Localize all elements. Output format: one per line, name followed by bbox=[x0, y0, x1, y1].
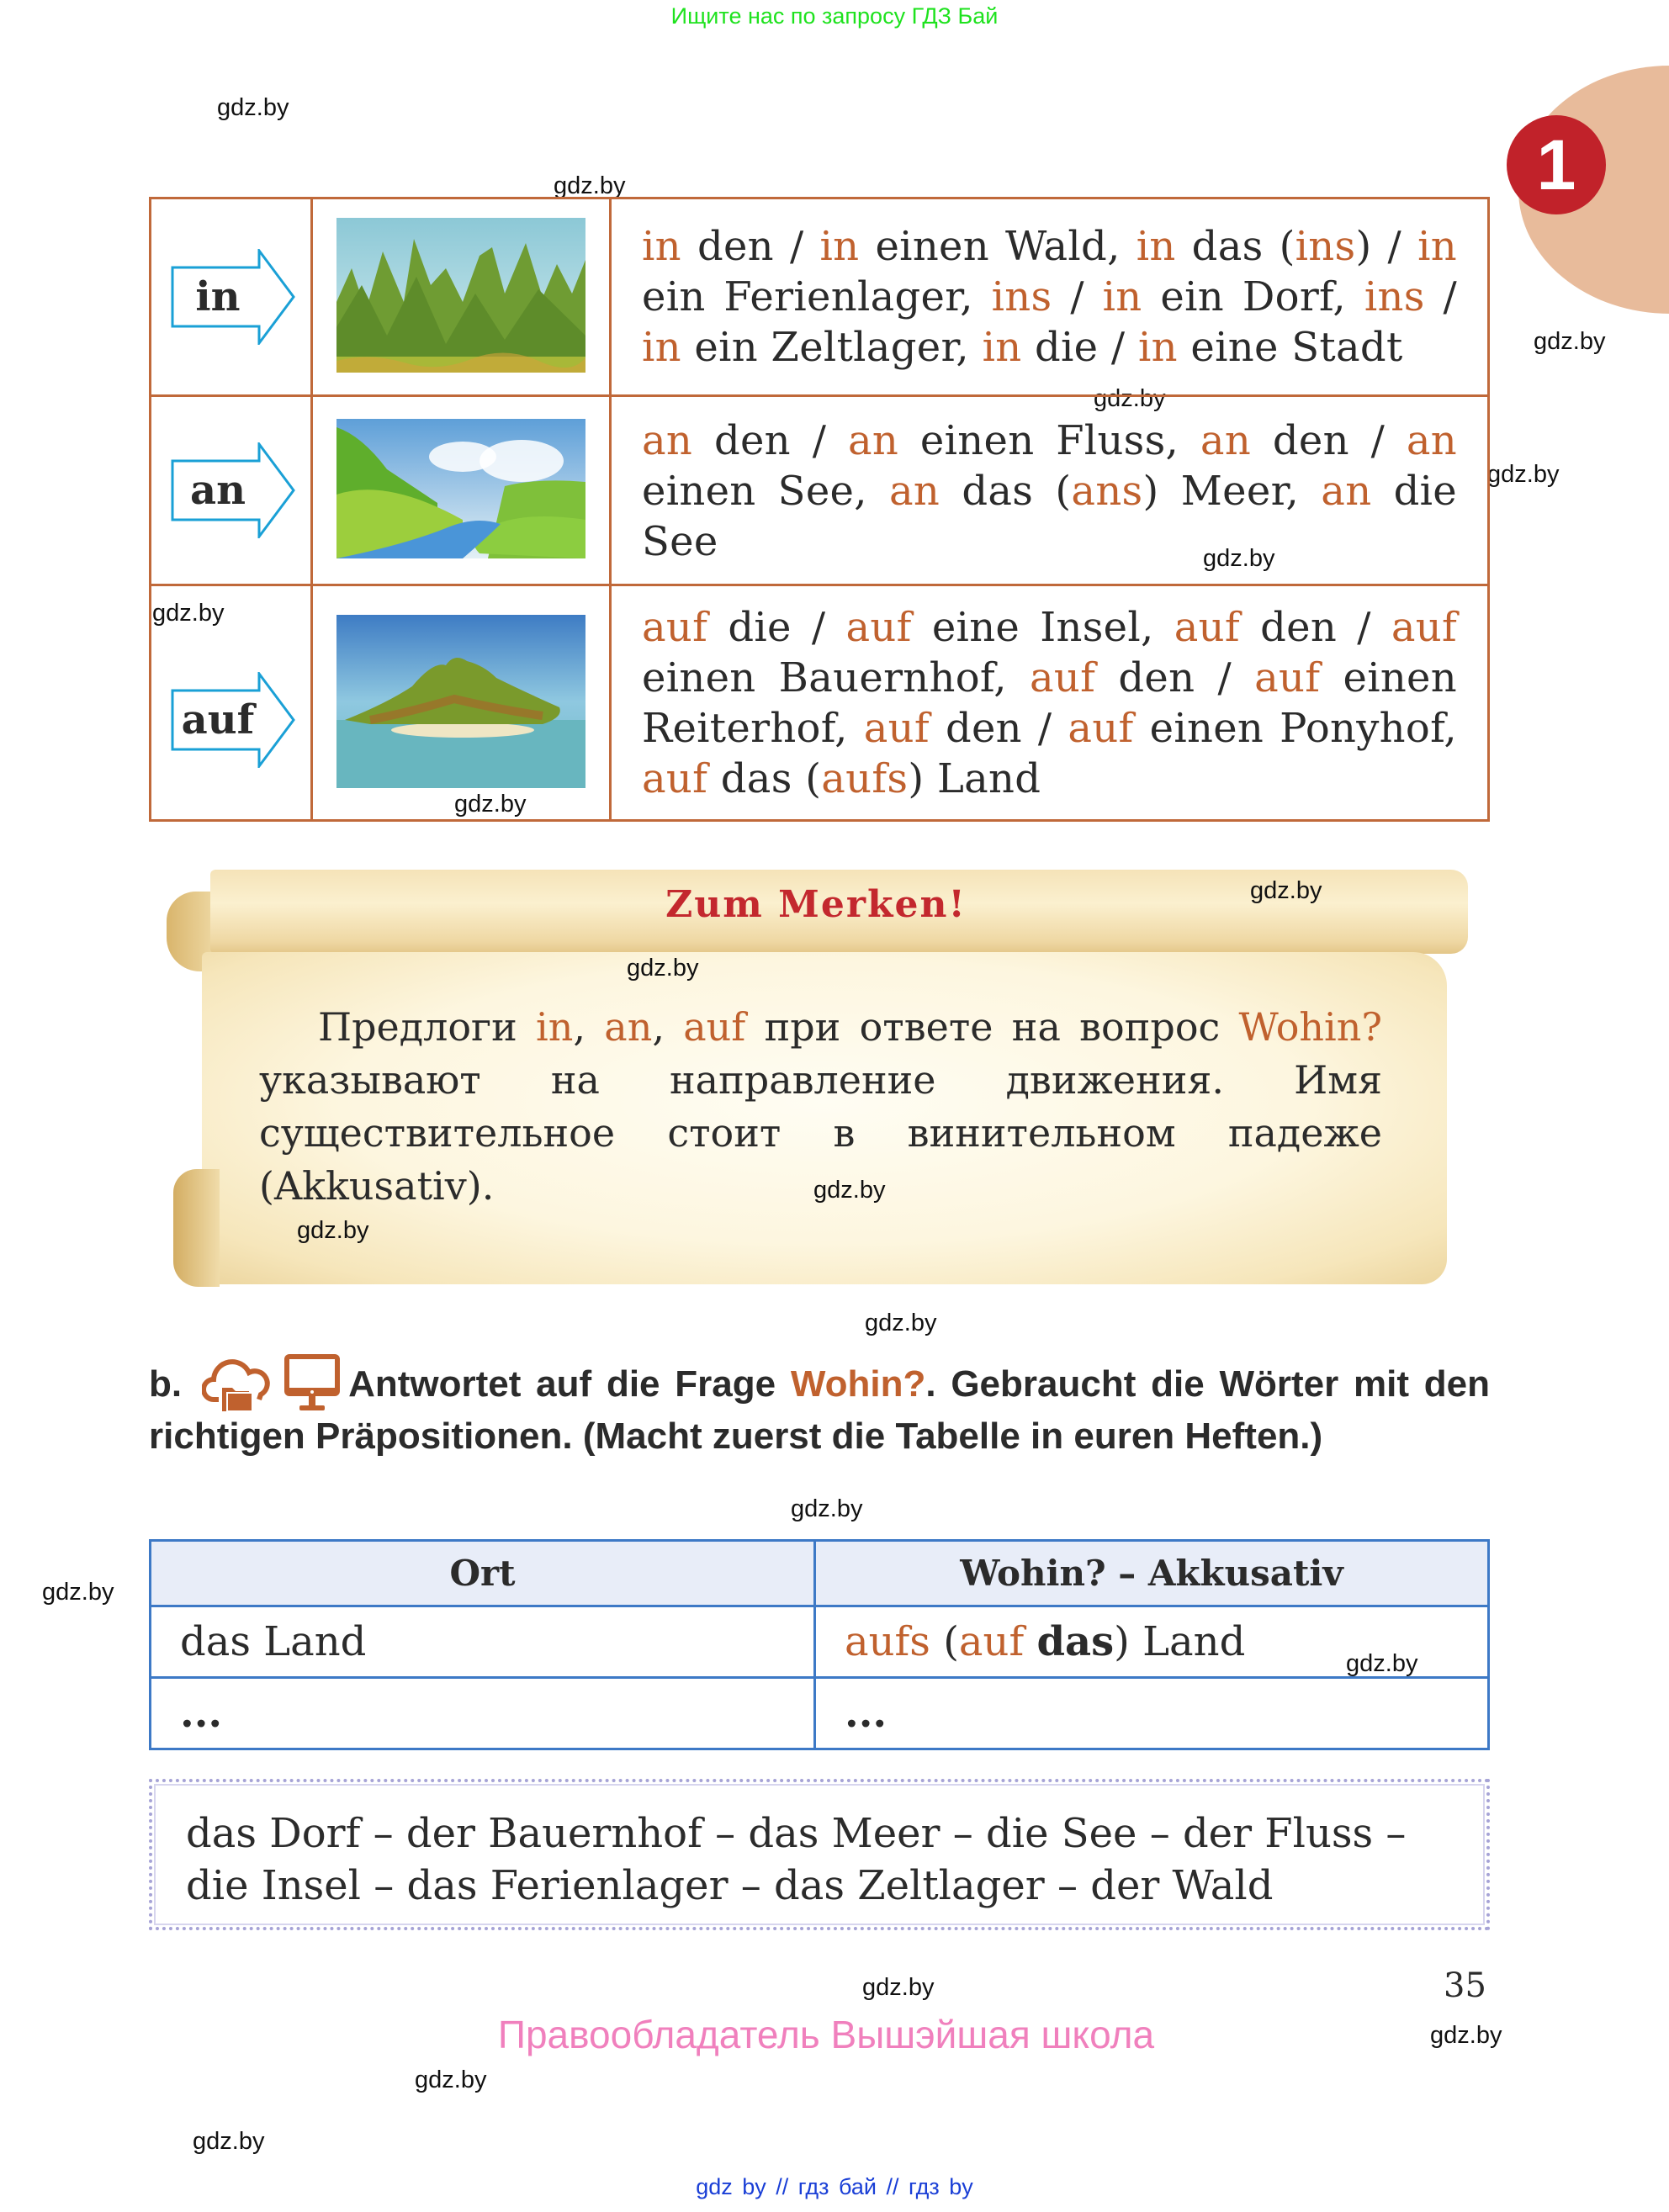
watermark: gdz.by bbox=[1430, 2022, 1502, 2049]
text-segment: ein Ferienlager, bbox=[642, 273, 992, 320]
highlighted-preposition: in bbox=[1136, 223, 1176, 270]
arrow-icon bbox=[171, 442, 297, 538]
watermark: gdz.by bbox=[862, 1974, 935, 2001]
word-list-line: das Dorf – der Bauernhof – das Meer – die See – der Fluss – bbox=[186, 1810, 1407, 1857]
highlighted-preposition: an bbox=[604, 1004, 653, 1050]
watermark: gdz.by bbox=[813, 1177, 886, 1204]
preposition-examples bbox=[611, 396, 1489, 585]
highlighted-preposition: in bbox=[536, 1004, 574, 1050]
arrow-icon bbox=[171, 672, 297, 768]
table-row bbox=[151, 585, 1489, 821]
text-segment: den / bbox=[681, 223, 820, 270]
watermark: gdz.by bbox=[297, 1217, 369, 1244]
text-segment: при ответе на вопрос bbox=[745, 1004, 1239, 1050]
forest-image bbox=[336, 218, 585, 373]
highlighted-preposition: auf bbox=[863, 704, 930, 752]
watermark: gdz.by bbox=[217, 94, 289, 121]
watermark: gdz.by bbox=[1094, 385, 1166, 412]
text-segment: ) Land bbox=[1114, 1618, 1246, 1665]
watermark: gdz.by bbox=[1203, 545, 1275, 572]
page-number: 35 bbox=[1444, 1966, 1486, 2005]
ort-cell: das Land bbox=[151, 1606, 815, 1678]
text-segment: / bbox=[1052, 273, 1103, 320]
text-segment: einen See, bbox=[642, 468, 890, 515]
highlighted-preposition: an bbox=[889, 468, 940, 515]
text-segment: ) Land bbox=[908, 754, 1041, 802]
table-row bbox=[151, 1678, 1489, 1749]
island-image bbox=[336, 615, 585, 788]
text-segment: ein Dorf, bbox=[1142, 273, 1364, 320]
akkusativ-cell bbox=[815, 1678, 1489, 1749]
footer-links[interactable]: gdz by // гдз бай // гдз by bbox=[696, 2174, 973, 2199]
highlighted-preposition: ins bbox=[1364, 273, 1425, 320]
text-segment: die See bbox=[642, 468, 1457, 565]
highlighted-preposition: in bbox=[982, 324, 1022, 371]
ort-cell: ... bbox=[151, 1678, 815, 1749]
watermark: gdz.by bbox=[1487, 461, 1560, 488]
highlighted-preposition: auf bbox=[642, 754, 708, 802]
instruction-text: . Gebraucht die Wörter mit den richtigen Präpositionen. (Macht zuerst die Tabelle in euren Heften.) bbox=[149, 1363, 1490, 1457]
cloud-folder-icon[interactable] bbox=[202, 1357, 271, 1413]
text-segment: / bbox=[1424, 273, 1457, 320]
river-image bbox=[336, 419, 585, 558]
highlighted-preposition: auf bbox=[1068, 704, 1134, 752]
table-row bbox=[151, 198, 1489, 396]
highlighted-preposition: auf bbox=[1030, 654, 1096, 701]
text-segment: eine Stadt bbox=[1177, 324, 1403, 371]
highlighted-preposition: aufs bbox=[845, 1618, 930, 1665]
image-cell bbox=[312, 198, 611, 396]
highlighted-preposition: an bbox=[1200, 417, 1252, 464]
highlighted-preposition: Wohin? bbox=[1238, 1004, 1383, 1050]
word-list-line: die Insel – das Ferienlager – das Zeltlager – der Wald bbox=[186, 1862, 1274, 1909]
scroll-curl bbox=[173, 1169, 220, 1287]
text-segment: einen Ponyhof, bbox=[1133, 704, 1457, 752]
text-segment bbox=[1024, 1618, 1036, 1665]
table-header-row bbox=[151, 1541, 1489, 1606]
table-row bbox=[151, 396, 1489, 585]
preposition-examples bbox=[611, 198, 1489, 396]
watermark: gdz.by bbox=[193, 2128, 265, 2155]
preposition-label: in bbox=[195, 273, 241, 320]
column-header: Wohin? – Akkusativ bbox=[815, 1541, 1489, 1606]
exercise-letter: b. bbox=[149, 1363, 183, 1405]
highlighted-preposition: in bbox=[1417, 223, 1457, 270]
word-list-box bbox=[149, 1779, 1490, 1930]
text-segment: das ( bbox=[707, 754, 822, 802]
preposition-table bbox=[149, 197, 1490, 822]
arrow-cell bbox=[151, 396, 312, 585]
image-cell bbox=[312, 396, 611, 585]
highlighted-preposition: an bbox=[1406, 417, 1458, 464]
text-segment: ) / bbox=[1355, 223, 1418, 270]
highlighted-preposition: auf bbox=[958, 1618, 1025, 1665]
text-segment: , bbox=[573, 1004, 605, 1050]
image-cell bbox=[312, 585, 611, 821]
watermark: gdz.by bbox=[1250, 877, 1322, 904]
text-segment: das ( bbox=[940, 468, 1072, 515]
text-segment: eine Insel, bbox=[911, 603, 1174, 651]
text-segment: ( bbox=[930, 1618, 959, 1665]
preposition-label: an bbox=[190, 467, 246, 514]
arrow-cell bbox=[151, 198, 312, 396]
text-segment: ... bbox=[845, 1690, 887, 1737]
exercise-instructions bbox=[149, 1352, 1490, 1460]
text-segment: einen Fluss, bbox=[898, 417, 1200, 464]
instruction-text: Antwortet auf die Frage bbox=[348, 1363, 791, 1405]
text-segment: das bbox=[1036, 1618, 1115, 1665]
highlighted-preposition: an bbox=[847, 417, 899, 464]
highlighted-preposition: in bbox=[1102, 273, 1142, 320]
preposition-examples bbox=[611, 585, 1489, 821]
text-segment: einen Reiterhof, bbox=[642, 654, 1457, 752]
text-segment: das ( bbox=[1175, 223, 1295, 270]
text-segment: den / bbox=[929, 704, 1068, 752]
watermark: gdz.by bbox=[1346, 1650, 1418, 1677]
highlighted-preposition: ans bbox=[1071, 468, 1143, 515]
text-segment: einen Wald, bbox=[859, 223, 1137, 270]
text-segment: den / bbox=[1239, 603, 1391, 651]
table-row bbox=[151, 1606, 1489, 1678]
highlighted-preposition: auf bbox=[1174, 603, 1240, 651]
text-segment: die / bbox=[707, 603, 846, 651]
highlighted-preposition: in bbox=[1137, 324, 1178, 371]
text-segment: den / bbox=[1095, 654, 1255, 701]
watermark: gdz.by bbox=[42, 1579, 114, 1606]
highlighted-preposition: in bbox=[819, 223, 860, 270]
rule-title: Zum Merken! bbox=[665, 883, 967, 926]
text-segment: , bbox=[652, 1004, 684, 1050]
watermark: gdz.by bbox=[627, 955, 699, 982]
monitor-icon[interactable] bbox=[281, 1352, 343, 1413]
rights-holder: Правообладатель Вышэйшая школа bbox=[497, 2013, 1155, 2056]
instruction-highlight: Wohin? bbox=[790, 1363, 926, 1405]
watermark: gdz.by bbox=[152, 600, 225, 627]
arrow-cell bbox=[151, 585, 312, 821]
highlighted-preposition: aufs bbox=[821, 754, 909, 802]
highlighted-preposition: ins bbox=[991, 273, 1052, 320]
watermark: gdz.by bbox=[415, 2066, 487, 2093]
text-segment: einen Bauernhof, bbox=[642, 654, 1031, 701]
highlighted-preposition: in bbox=[642, 324, 681, 371]
column-header: Ort bbox=[151, 1541, 815, 1606]
highlighted-preposition: auf bbox=[1391, 603, 1458, 651]
text-segment: die / bbox=[1021, 324, 1138, 371]
watermark: gdz.by bbox=[791, 1495, 863, 1522]
text-segment: den / bbox=[692, 417, 848, 464]
arrow-icon bbox=[171, 249, 297, 345]
watermark: gdz.by bbox=[1534, 328, 1606, 355]
text-segment: den / bbox=[1251, 417, 1407, 464]
chapter-badge: 1 bbox=[1507, 115, 1606, 214]
watermark: gdz.by bbox=[554, 172, 626, 199]
text-segment: Предлоги bbox=[318, 1004, 537, 1050]
top-banner[interactable]: Ищите нас по запросу ГДЗ Бай bbox=[670, 3, 999, 29]
highlighted-preposition: an bbox=[1321, 468, 1372, 515]
text-segment: ) Meer, bbox=[1142, 468, 1322, 515]
answer-table bbox=[149, 1539, 1490, 1750]
watermark: gdz.by bbox=[454, 791, 527, 818]
highlighted-preposition: auf bbox=[1254, 654, 1321, 701]
highlighted-preposition: an bbox=[642, 417, 693, 464]
highlighted-preposition: ins bbox=[1295, 223, 1356, 270]
highlighted-preposition: auf bbox=[683, 1004, 746, 1050]
watermark: gdz.by bbox=[865, 1310, 937, 1336]
highlighted-preposition: in bbox=[642, 223, 681, 270]
highlighted-preposition: auf bbox=[845, 603, 912, 651]
preposition-label: auf bbox=[181, 696, 255, 744]
text-segment: ein Zeltlager, bbox=[681, 324, 983, 371]
highlighted-preposition: auf bbox=[642, 603, 708, 651]
text-segment: указывают на направление движения. Имя существительное стоит в винительном падеже (Akkusativ). bbox=[259, 1057, 1382, 1209]
